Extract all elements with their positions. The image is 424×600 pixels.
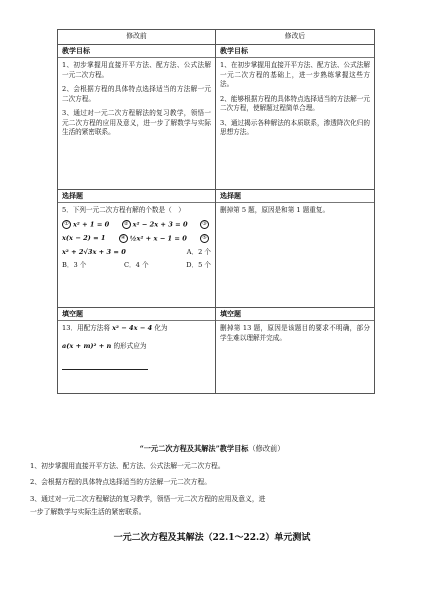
options-row [62,220,211,230]
revision-note: 删掉第 5 题，原因是和第 1 题重复。 [220,206,330,214]
option-number: ② [122,220,131,229]
cell-choice-before [58,190,216,308]
cell-fill-after [216,308,375,394]
table-row-choice [58,190,375,308]
question-text [62,324,211,334]
goal-paragraph: 2、能够根据方程的具体特点选择适当的方法解一元二次方程，使解题过程简单合理。 [220,94,370,113]
section-title: 选择题 [216,190,374,203]
goal-paragraph: 3、通过揭示各种解法的本质联系，渗透降次化归的思想方法。 [220,118,370,137]
goal-line: 3、通过对一元二次方程解法的复习教学，领悟一元二次方程的应用及意义，进 [30,495,266,503]
section-title: 选择题 [58,190,215,203]
cell-fill-before [58,308,216,394]
option-number: ④ [119,234,128,243]
test-heading: 一元二次方程及其解法（22.1～22.2）单元测试 [113,533,311,543]
table-header-row [58,30,375,45]
section-title: 教学目标 [216,45,374,58]
options-row [62,248,211,258]
options-row [62,234,211,244]
answer-b: B．3 个 [62,261,87,270]
equation: ½x² + x − 1 = 0 [129,234,187,243]
equation: a(x + m)² + n [62,341,112,350]
goals-subheading [0,444,424,454]
goal-paragraph: 3、通过对一元二次方程解法的复习教学，领悟一元二次方程的应用及意义，进一步了解数学与实际生活的紧密联系。 [62,109,211,137]
question-prefix: 13．用配方法将 [62,324,110,332]
option-number: ① [62,220,71,229]
table-row-goals [58,45,375,190]
section-title: 教学目标 [58,45,215,58]
revision-note: 删掉第 13 题，原因是该题目的要求不明确，部分学生难以理解并完成。 [220,324,370,342]
header-before: 修改前 [58,30,216,45]
answer-a: A．2 个 [186,247,211,256]
goal-line: 2、会根据方程的具体特点选择适当的方法解一元二次方程。 [30,478,212,486]
subheading-text: “一元二次方程及其解法”教学目标 [139,444,249,453]
goal-line: 1、初步掌握用直接开平方法、配方法、公式法解一元二次方程。 [30,462,225,470]
question-form [62,342,211,352]
options-row [62,261,211,271]
equation: x² + 1 = 0 [73,220,110,229]
question-stem: 5．下列一元二次方程有解的个数是（ ） [62,206,185,214]
section-title: 填空题 [58,308,215,321]
option-number: ⑤ [200,234,209,243]
answer-d: D．5 个 [186,261,211,270]
goal-paragraph: 1、初步掌握用直接开平方法、配方法、公式法解一元二次方程。 [62,61,211,79]
answer-blank [62,369,148,370]
cell-goals-after [216,45,375,190]
comparison-table [57,29,375,394]
subheading-note: （修改前） [248,444,285,453]
equation: x² − 2x + 3 = 0 [132,220,188,229]
question-suffix: 化为 [154,324,168,332]
cell-goals-before [58,45,216,190]
equation: x² − 4x − 4 [112,324,153,332]
option-number: ③ [200,220,209,229]
goal-paragraph: 2、会根据方程的具体特点选择适当的方法解一元二次方程。 [62,85,211,103]
goal-line: 一步了解数学与实际生活的紧密联系。 [30,508,146,516]
answer-c: C．4 个 [124,261,149,270]
equation: x(x − 2) = 1 [62,233,106,242]
table-row-fill [58,308,375,394]
header-after: 修改后 [216,30,375,45]
equation: x² + 2√3x + 3 = 0 [62,247,126,256]
form-text: 的形式应为 [113,341,147,350]
section-title: 填空题 [216,308,374,321]
goal-paragraph: 1、在初步掌握用直接开平方法、配方法、公式法解一元二次方程的基础上，进一步熟练掌握这些方法。 [220,61,370,89]
cell-choice-after [216,190,375,308]
